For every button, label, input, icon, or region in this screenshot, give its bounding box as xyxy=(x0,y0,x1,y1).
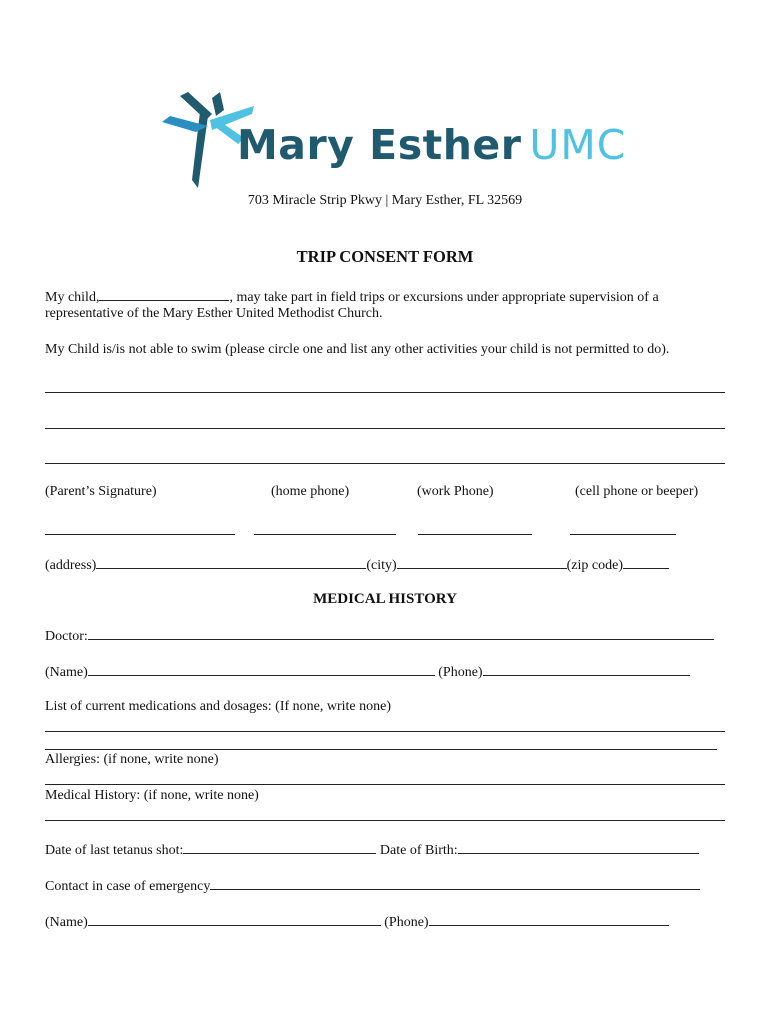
medications-label: List of current medications and dosages: (If none, write none) xyxy=(45,699,392,714)
parent-signature-label: (Parent’s Signature) xyxy=(45,484,157,499)
home-phone-label: (home phone) xyxy=(271,484,350,499)
consent-prefix: My child, xyxy=(45,290,100,305)
home-phone-field[interactable] xyxy=(254,534,396,535)
allergies-line[interactable] xyxy=(45,784,725,785)
emergency-field[interactable] xyxy=(210,877,700,890)
doctor-field[interactable] xyxy=(88,627,714,640)
emergency-name-label: (Name) xyxy=(45,915,88,930)
zip-label: (zip code) xyxy=(566,558,623,573)
tetanus-dob-row xyxy=(45,841,699,859)
tetanus-field[interactable] xyxy=(183,841,376,854)
medications-line-1[interactable] xyxy=(45,731,725,732)
doctor-contact-row xyxy=(45,663,690,681)
medications-line-2[interactable] xyxy=(45,749,717,750)
church-address: 703 Miracle Strip Pkwy | Mary Esther, FL 32569 xyxy=(247,193,523,208)
doctor-name-field[interactable] xyxy=(88,663,435,676)
history-line[interactable] xyxy=(45,820,725,821)
city-label: (city) xyxy=(366,558,397,573)
emergency-name-field[interactable] xyxy=(88,913,381,926)
cell-phone-field[interactable] xyxy=(570,534,676,535)
history-label: Medical History: (if none, write none) xyxy=(45,788,259,803)
address-row xyxy=(45,556,669,574)
emergency-phone-label: (Phone) xyxy=(384,915,429,930)
city-field[interactable] xyxy=(397,556,567,569)
dob-field[interactable] xyxy=(458,841,699,854)
activities-line-1[interactable] xyxy=(45,392,725,393)
work-phone-field[interactable] xyxy=(418,534,532,535)
parent-signature-field[interactable] xyxy=(45,534,235,535)
logo-org-name: Mary Esther xyxy=(237,121,522,169)
doctor-phone-label: (Phone) xyxy=(438,665,483,680)
consent-line-2: representative of the Mary Esther United Methodist Church. xyxy=(45,306,383,321)
swim-statement: My Child is/is not able to swim (please circle one and list any other activities your child is not permitted to do). xyxy=(45,342,670,357)
emergency-row xyxy=(45,877,700,895)
cell-phone-label: (cell phone or beeper) xyxy=(575,484,699,499)
doctor-phone-field[interactable] xyxy=(483,663,690,676)
emergency-phone-field[interactable] xyxy=(429,913,669,926)
work-phone-label: (work Phone) xyxy=(417,484,494,499)
form-title: TRIP CONSENT FORM xyxy=(296,247,474,266)
consent-suffix: , may take part in field trips or excursions under appropriate supervision of a xyxy=(229,290,659,305)
doctor-label: Doctor: xyxy=(45,629,88,644)
activities-line-2[interactable] xyxy=(45,428,725,429)
allergies-label: Allergies: (if none, write none) xyxy=(45,752,219,767)
address-label: (address) xyxy=(45,558,97,573)
logo-wordmark xyxy=(237,121,626,169)
emergency-contact-row xyxy=(45,913,669,931)
medical-history-heading: MEDICAL HISTORY xyxy=(313,591,457,607)
zip-field[interactable] xyxy=(623,556,669,569)
tetanus-label: Date of last tetanus shot: xyxy=(45,843,184,858)
activities-line-3[interactable] xyxy=(45,463,725,464)
address-field[interactable] xyxy=(96,556,366,569)
child-name-field[interactable] xyxy=(99,288,229,301)
doctor-row xyxy=(45,627,714,645)
emergency-label: Contact in case of emergency xyxy=(45,879,211,894)
consent-line-1 xyxy=(45,288,659,306)
logo-org-suffix: UMC xyxy=(529,121,627,169)
dob-label: Date of Birth: xyxy=(379,843,458,858)
doctor-name-label: (Name) xyxy=(45,665,88,680)
